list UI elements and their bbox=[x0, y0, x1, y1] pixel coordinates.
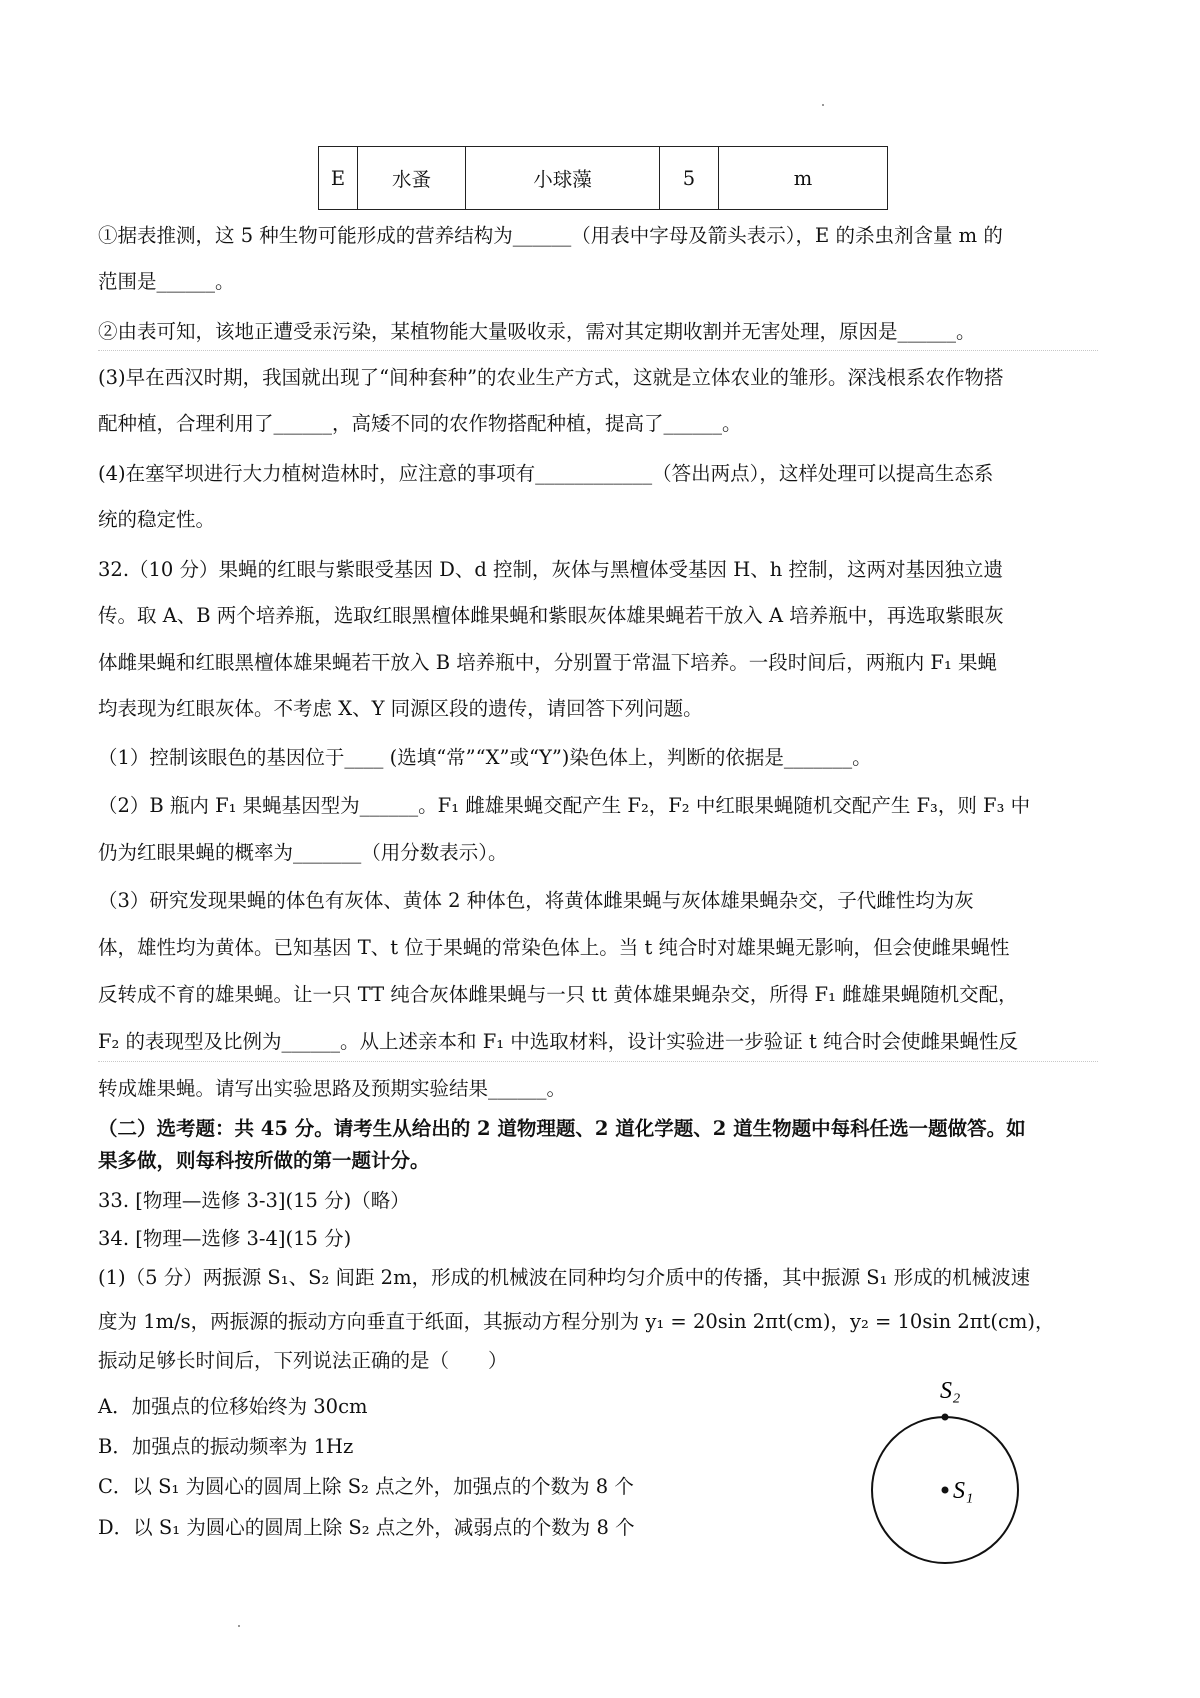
question-line: 仍为红眼果蝇的概率为_______（用分数表示）。 bbox=[98, 841, 508, 864]
label-s2: S₂ bbox=[940, 1378, 961, 1404]
question-line: （3）研究发现果蝇的体色有灰体、黄体 2 种体色，将黄体雌果蝇与灰体雄果蝇杂交，子代雌性均为灰 bbox=[98, 889, 974, 912]
table-cell: 5 bbox=[660, 147, 719, 210]
question-line: 振动足够长时间后，下列说法正确的是（ ） bbox=[98, 1349, 508, 1372]
question-line: 传。取 A、B 两个培养瓶，选取红眼黑檀体雌果蝇和紫眼灰体雄果蝇若干放入 A 培养瓶中，再选取紫眼灰 bbox=[98, 604, 1004, 627]
question-line: F₂ 的表现型及比例为______。从上述亲本和 F₁ 中选取材料，设计实验进一步验证 t 纯合时会使雌果蝇性反 bbox=[98, 1030, 1019, 1053]
option-a: A．加强点的位移始终为 30cm bbox=[98, 1395, 368, 1418]
question-line: 均表现为红眼灰体。不考虑 X、Y 同源区段的遗传，请回答下列问题。 bbox=[98, 697, 703, 720]
question-line: 配种植，合理利用了______，高矮不同的农作物搭配种植，提高了______。 bbox=[98, 412, 742, 435]
stray-dot bbox=[822, 104, 824, 106]
table-cell: E bbox=[319, 147, 358, 210]
question-line: 反转成不育的雄果蝇。让一只 TT 纯合灰体雌果蝇与一只 tt 黄体雄果蝇杂交，所得 F₁ 雌雄果蝇随机交配， bbox=[98, 983, 1018, 1006]
question-line: 体，雄性均为黄体。已知基因 T、t 位于果蝇的常染色体上。当 t 纯合时对雄果蝇无影响，但会使雌果蝇性 bbox=[98, 936, 1010, 959]
data-table bbox=[318, 146, 888, 210]
table-cell: 水蚤 bbox=[358, 147, 466, 210]
question-line: 转成雄果蝇。请写出实验思路及预期实验结果______。 bbox=[98, 1077, 567, 1100]
question-line: 统的稳定性。 bbox=[98, 508, 216, 531]
question-line: （2）B 瓶内 F₁ 果蝇基因型为______。F₁ 雌雄果蝇交配产生 F₂，F₂ 中红眼果蝇随机交配产生 F₃，则 F₃ 中 bbox=[98, 794, 1031, 817]
stray-dot bbox=[238, 1625, 240, 1627]
source-s2-point bbox=[942, 1414, 949, 1421]
question-line: ②由表可知，该地正遭受汞污染，某植物能大量吸收汞，需对其定期收割并无害处理，原因是______。 bbox=[98, 320, 976, 343]
question-line: 度为 1m/s，两振源的振动方向垂直于纸面，其振动方程分别为 y₁ = 20sin 2πt(cm)，y₂ = 10sin 2πt(cm)， bbox=[98, 1310, 1055, 1333]
label-s1: S₁ bbox=[953, 1478, 974, 1504]
question-line: 33. [物理—选修 3-3](15 分)（略） bbox=[98, 1189, 410, 1212]
question-line: (3)早在西汉时期，我国就出现了“间种套种”的农业生产方式，这就是立体农业的雏形。深浅根系农作物搭 bbox=[98, 366, 1004, 389]
table-cell: 小球藻 bbox=[466, 147, 660, 210]
option-c: C．以 S₁ 为圆心的圆周上除 S₂ 点之外，加强点的个数为 8 个 bbox=[98, 1475, 634, 1498]
option-d: D．以 S₁ 为圆心的圆周上除 S₂ 点之外，减弱点的个数为 8 个 bbox=[98, 1516, 635, 1539]
question-line: (4)在塞罕坝进行大力植树造林时，应注意的事项有____________（答出两点），这样处理可以提高生态系 bbox=[98, 462, 994, 485]
dotted-divider bbox=[98, 350, 1098, 351]
question-line: （1）控制该眼色的基因位于____ (选填“常”“X”或“Y”)染色体上，判断的依据是_______。 bbox=[98, 746, 872, 769]
question-line: ①据表推测，这 5 种生物可能形成的营养结构为______（用表中字母及箭头表示），E 的杀虫剂含量 m 的 bbox=[98, 224, 1003, 247]
question-line: 范围是______。 bbox=[98, 270, 235, 293]
section-heading: （二）选考题：共 45 分。请考生从给出的 2 道物理题、2 道化学题、2 道生物题中每科任选一题做答。如 bbox=[98, 1117, 1026, 1140]
question-line: 34. [物理—选修 3-4](15 分) bbox=[98, 1227, 352, 1250]
dotted-divider bbox=[98, 1061, 1098, 1062]
section-heading: 果多做，则每科按所做的第一题计分。 bbox=[98, 1149, 430, 1172]
question-line: 体雌果蝇和红眼黑檀体雄果蝇若干放入 B 培养瓶中，分别置于常温下培养。一段时间后，两瓶内 F₁ 果蝇 bbox=[98, 651, 997, 674]
question-line: (1)（5 分）两振源 S₁、S₂ 间距 2m，形成的机械波在同种均匀介质中的传播，其中振源 S₁ 形成的机械波速 bbox=[98, 1266, 1031, 1289]
wave-source-diagram bbox=[860, 1368, 1030, 1578]
option-b: B．加强点的振动频率为 1Hz bbox=[98, 1435, 354, 1458]
question-line: 32.（10 分）果蝇的红眼与紫眼受基因 D、d 控制，灰体与黑檀体受基因 H、h 控制，这两对基因独立遗 bbox=[98, 558, 1003, 581]
table-row bbox=[319, 147, 888, 210]
source-s1-point bbox=[942, 1487, 949, 1494]
table-cell: m bbox=[719, 147, 888, 210]
